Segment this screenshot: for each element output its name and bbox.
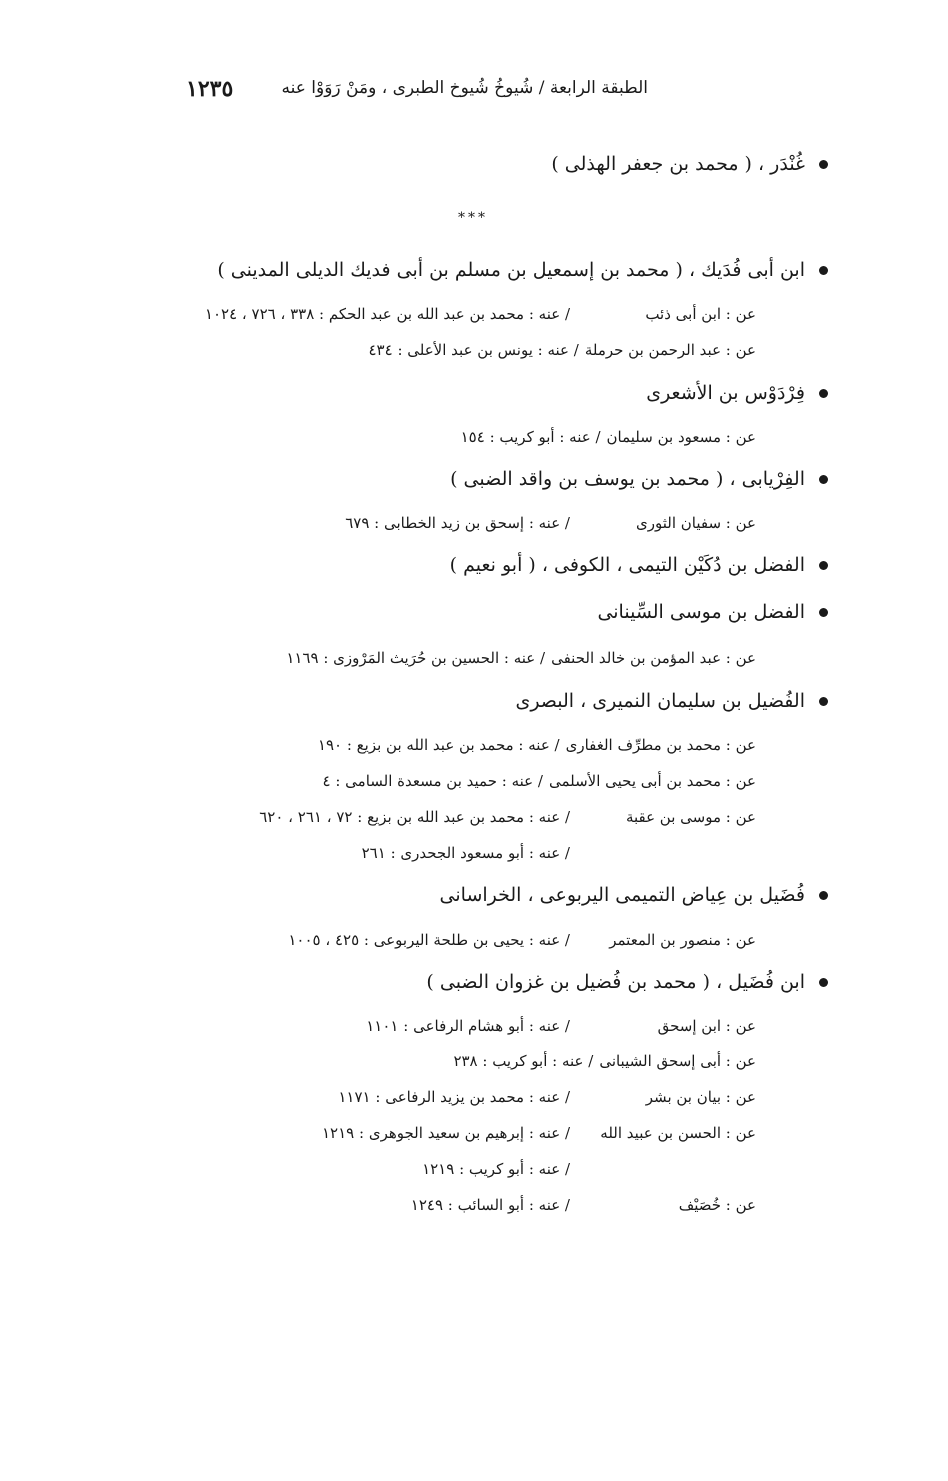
narrated-from: عن : ابن إسحق — [657, 1017, 756, 1035]
narration-row — [369, 341, 757, 359]
entry-heading — [217, 259, 828, 281]
narrated-from: عن : منصور بن المعتمر — [609, 931, 756, 949]
narration-row — [362, 844, 756, 862]
narrated-from: عن : بيان بن بشر — [645, 1088, 756, 1106]
entry-heading-text: ابن فُضَيل ، ( محمد بن فُضيل بن غزوان الضبى ) — [426, 971, 805, 993]
narrated-by: / عنه : يحيى بن طلحة اليربوعى : ٤٢٥ ، ١٠٠٥ — [288, 931, 570, 949]
narration-row — [338, 1088, 756, 1106]
narrated-by: / عنه : أبو كريب : ٢٣٨ — [453, 1052, 594, 1070]
narration-row — [461, 428, 756, 446]
narration-row — [259, 808, 756, 826]
entry-heading — [646, 382, 828, 404]
page-number: ١٢٣٥ — [186, 76, 234, 102]
bullet-icon — [819, 389, 828, 398]
narrated-by: / عنه : حميد بن مسعدة السامى : ٤ — [322, 772, 543, 790]
narrated-from — [570, 844, 756, 862]
narrated-from: عن : سفيان الثورى — [636, 514, 756, 532]
narration-row — [366, 1017, 756, 1035]
narrated-by: / عنه : يونس بن عبد الأعلى : ٤٣٤ — [368, 341, 579, 359]
narration-row — [411, 1196, 756, 1214]
bullet-icon — [819, 266, 828, 275]
bullet-icon — [819, 697, 828, 706]
entry-heading — [515, 690, 828, 712]
narrated-from: عن : عبد المؤمن بن خالد الحنفى — [551, 649, 756, 667]
narrated-by: / عنه : أبو كريب : ١٢١٩ — [422, 1160, 570, 1178]
narrated-from: عن : محمد بن أبى يحيى الأسلمى — [548, 772, 756, 790]
narration-row — [205, 305, 756, 323]
entry-heading — [450, 468, 828, 490]
narration-row — [322, 1124, 756, 1142]
narrated-by: / عنه : محمد بن عبد الله بن عبد الحكم : ٣٣٨ ، ٧٢٦ ، ١٠٢٤ — [204, 305, 570, 323]
narrated-by: / عنه : الحسين بن حُرَيث المَرْوزى : ١١٦٩ — [286, 649, 546, 667]
entry-heading-text: الفضل بن موسى السِّينانى — [597, 601, 805, 623]
bullet-icon — [819, 608, 828, 617]
entry-heading-text: فِرْدَوْس بن الأشعرى — [646, 382, 805, 404]
entry-heading-text: فُضَيل بن عِياض التميمى اليربوعى ، الخراسانى — [439, 884, 805, 906]
section-separator: *** — [458, 210, 488, 226]
narrated-by: / عنه : أبو كريب : ١٥٤ — [460, 428, 601, 446]
narrated-from: عن : خُصَيْف — [678, 1196, 756, 1214]
entry-heading-text: الفُضيل بن سليمان النميرى ، البصرى — [515, 690, 805, 712]
narrated-by: / عنه : محمد بن عبد الله بن بزيع : ١٩٠ — [317, 736, 560, 754]
narrated-from: عن : محمد بن مطرِّف الغفارى — [565, 736, 756, 754]
narrated-by: / عنه : إبرهيم بن سعيد الجوهرى : ١٢١٩ — [322, 1124, 570, 1142]
narrated-by: / عنه : إسحق بن زيد الخطابى : ٦٧٩ — [345, 514, 570, 532]
narrated-by: / عنه : محمد بن يزيد الرفاعى : ١١٧١ — [338, 1088, 570, 1106]
narration-row — [288, 931, 756, 949]
entry-heading — [597, 601, 828, 623]
narrated-by: / عنه : أبو هشام الرفاعى : ١١٠١ — [366, 1017, 570, 1035]
narrated-by: / عنه : أبو السائب : ١٢٤٩ — [410, 1196, 570, 1214]
narrated-from: عن : الحسن بن عبيد الله — [600, 1124, 756, 1142]
entry-heading — [450, 554, 828, 576]
narrated-from: عن : مسعود بن سليمان — [606, 428, 756, 446]
narrated-from: عن : أبى إسحق الشيبانى — [599, 1052, 756, 1070]
narrated-from: عن : عبد الرحمن بن حرملة — [584, 341, 756, 359]
entry-heading-text: الفِرْيابى ، ( محمد بن يوسف بن واقد الضبى ) — [450, 468, 805, 490]
entry-heading — [440, 884, 828, 906]
entry-heading-text: غُنْدَر ، ( محمد بن جعفر الهذلى ) — [551, 153, 805, 175]
narration-row — [323, 772, 757, 790]
narrated-by: / عنه : أبو مسعود الجحدرى : ٢٦١ — [361, 844, 570, 862]
bullet-icon — [819, 475, 828, 484]
narrated-from: عن : موسى بن عقبة — [625, 808, 756, 826]
narrated-from: عن : ابن أبى ذئب — [645, 305, 756, 323]
entry-heading — [551, 153, 828, 175]
narration-row — [318, 736, 756, 754]
entry-heading-text: الفضل بن دُكَيْن التيمى ، الكوفى ، ( أبو نعيم ) — [449, 554, 805, 576]
narrated-from — [570, 1160, 756, 1178]
bullet-icon — [819, 978, 828, 987]
narration-row — [453, 1052, 756, 1070]
narrated-by: / عنه : محمد بن عبد الله بن بزيع : ٧٢ ، ٢٦١ ، ٦٢٠ — [259, 808, 570, 826]
narration-row — [286, 649, 756, 667]
bullet-icon — [819, 891, 828, 900]
narration-row — [422, 1160, 756, 1178]
bullet-icon — [819, 160, 828, 169]
entry-heading-text: ابن أبى فُدَيك ، ( محمد بن إسمعيل بن مسلم بن أبى فديك الديلى المدينى ) — [217, 259, 805, 281]
bullet-icon — [819, 561, 828, 570]
entry-heading — [426, 971, 828, 993]
narration-row — [345, 514, 756, 532]
running-header: الطبقة الرابعة / شُيوخُ شُيوخ الطبرى ، ومَنْ رَوَوْا عنه — [281, 78, 648, 98]
